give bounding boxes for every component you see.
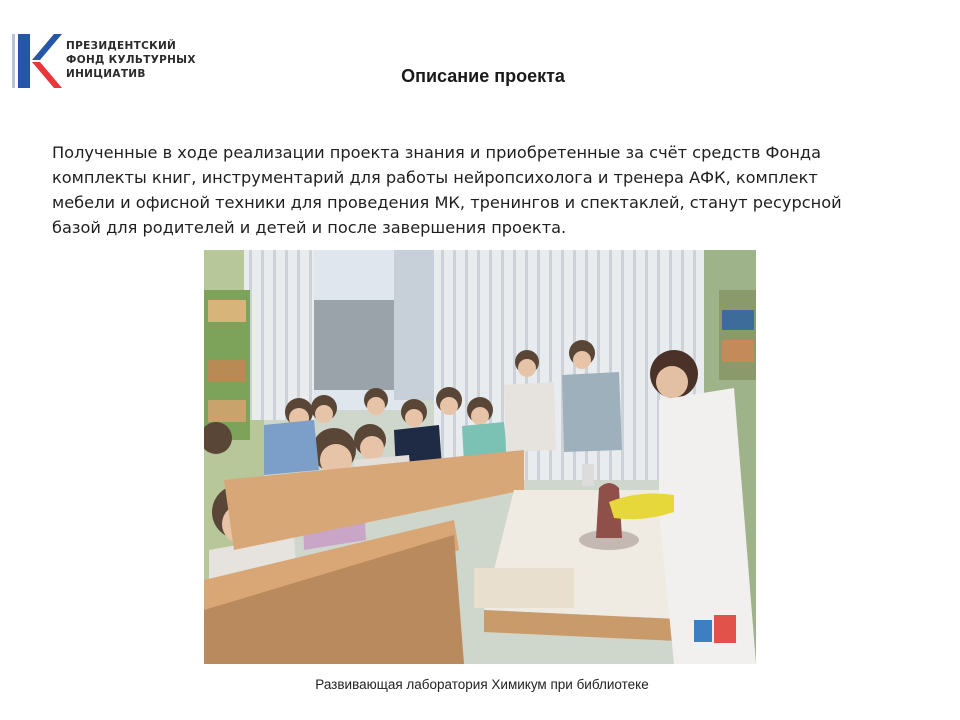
lab-photo: [204, 250, 756, 664]
description-line: комплекты книг, инструментарий для работы нейропсихолога и тренера АФК, комплект: [52, 168, 818, 187]
logo-line: ПРЕЗИДЕНТСКИЙ: [66, 40, 177, 52]
project-description: [52, 140, 892, 240]
logo-line: ИНИЦИАТИВ: [66, 68, 146, 80]
description-line: базой для родителей и детей и после завершения проекта.: [52, 218, 567, 237]
photo-caption: Развивающая лаборатория Химикум при библиотеке: [315, 677, 649, 692]
description-line: мебели и офисной техники для проведения МК, тренингов и спектаклей, станут ресурсной: [52, 193, 842, 212]
logo-line: ФОНД КУЛЬТУРНЫХ: [66, 54, 196, 66]
page-title: Описание проекта: [401, 66, 565, 86]
description-line: Полученные в ходе реализации проекта знания и приобретенные за счёт средств Фонда: [52, 143, 822, 162]
